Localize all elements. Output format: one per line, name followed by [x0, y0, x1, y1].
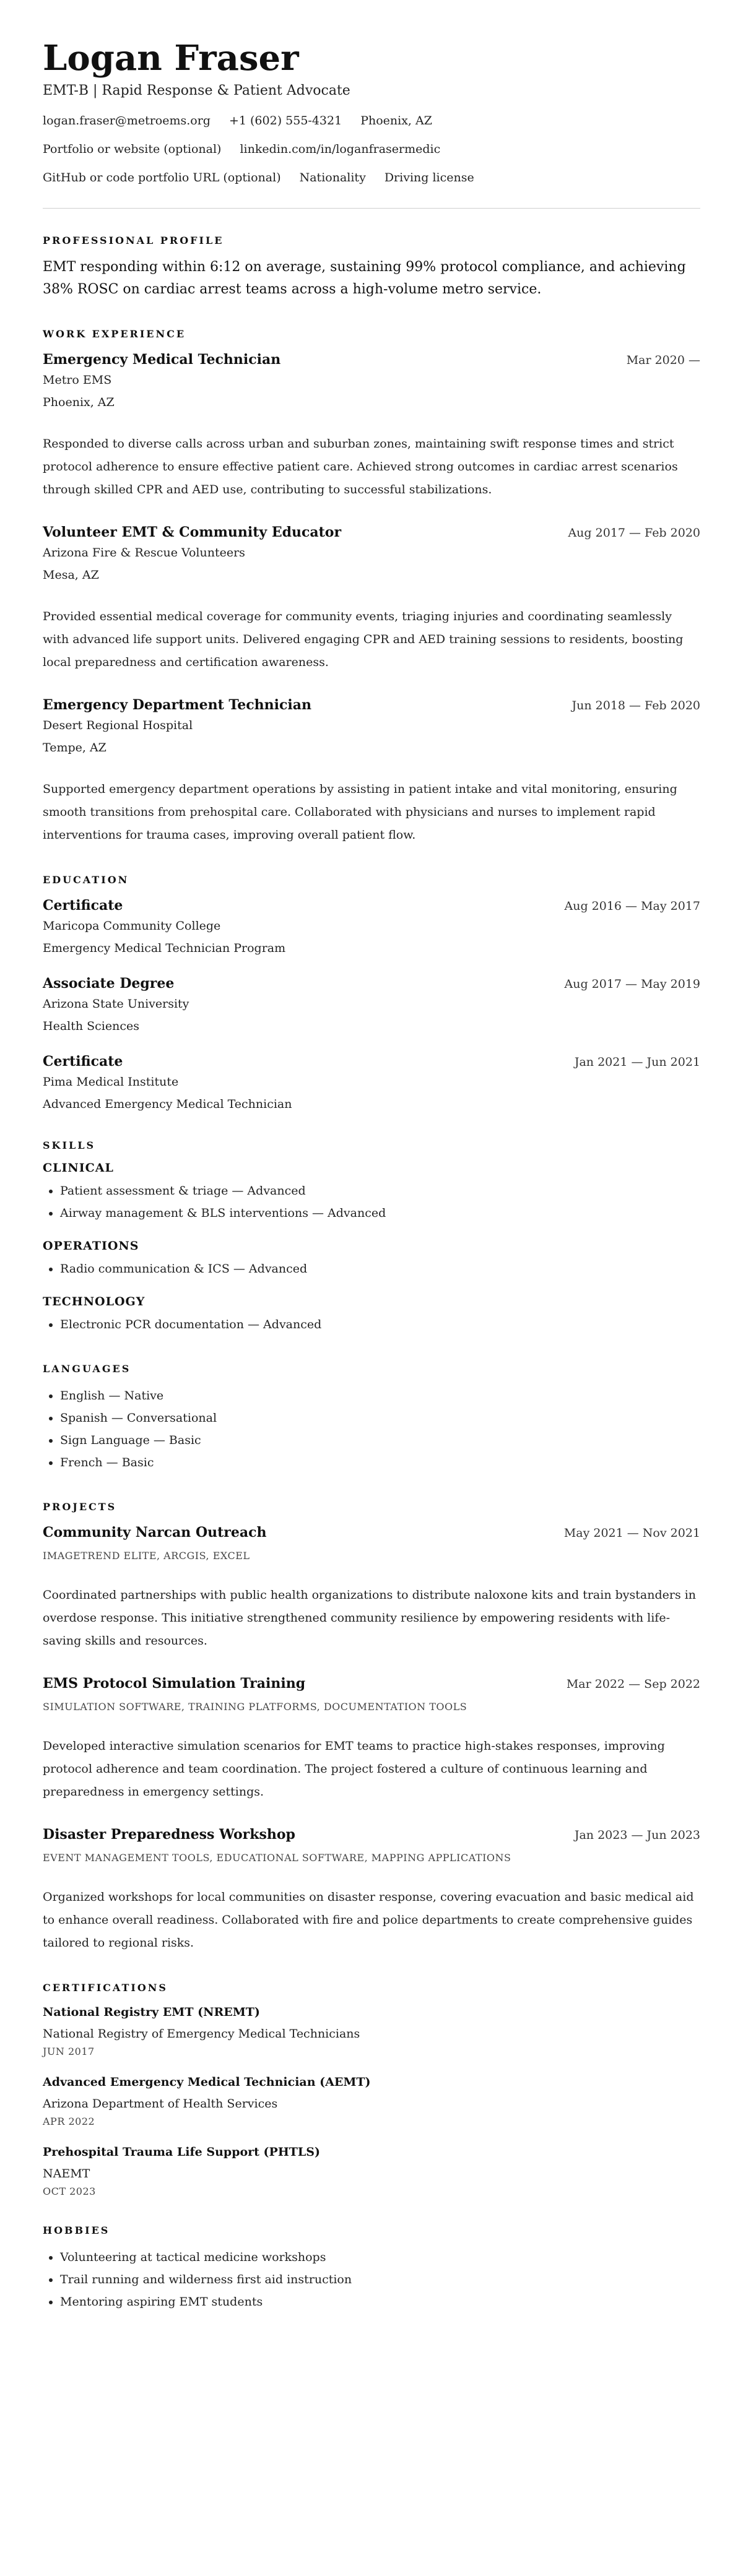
- certification-entry: [43, 2073, 700, 2127]
- entry-header: [43, 974, 700, 993]
- certification-date: OCT 2023: [43, 2185, 96, 2197]
- experience-entry: [43, 522, 700, 674]
- project-description: Organized workshops for local communities on disaster response, covering evacuation and basic medical aid to enhance overall readiness. Collaborated with fire and police departments to create comprehensive guides tailored to regional risks.: [43, 1890, 694, 1950]
- job-description: Provided essential medical coverage for community events, triaging injuries and coordinating seamlessly with advanced life support units. Delivered engaging CPR and AED training sessions to residents, boosting local preparedness and certification awareness.: [43, 610, 684, 669]
- entry-header: [43, 1523, 700, 1542]
- skill-group-title: OPERATIONS: [43, 1239, 139, 1253]
- project-title: EMS Protocol Simulation Training: [43, 1675, 306, 1692]
- job-date: Aug 2017 — Feb 2020: [568, 526, 700, 540]
- section-title-experience: WORK EXPERIENCE: [43, 328, 186, 340]
- project-description: Coordinated partnerships with public health organizations to distribute naloxone kits and train bystanders in overdose response. This initiative strengthened community resilience by empowering residents with life-saving skills and resources.: [43, 1588, 697, 1648]
- contact-phone[interactable]: +1 (602) 555-4321: [228, 114, 342, 128]
- certification-name: Advanced Emergency Medical Technician (AEMT): [43, 2075, 371, 2089]
- contact-linkedin[interactable]: linkedin.com/in/loganfrasermedic: [240, 142, 441, 156]
- job-location: Phoenix, AZ: [43, 395, 115, 409]
- job-location: Mesa, AZ: [43, 568, 99, 582]
- entry-header: [43, 1825, 700, 1844]
- contact-row-1: [43, 113, 700, 129]
- project-title: Disaster Preparedness Workshop: [43, 1826, 295, 1843]
- section-title-languages: LANGUAGES: [43, 1363, 131, 1375]
- degree: Certificate: [43, 897, 123, 914]
- entry-header: [43, 1052, 700, 1071]
- entry-header: [43, 350, 700, 370]
- education-entry: [43, 1052, 700, 1112]
- entry-header: [43, 896, 700, 915]
- experience-entry: [43, 695, 700, 847]
- education-entry: [43, 974, 700, 1034]
- job-location: Tempe, AZ: [43, 741, 106, 754]
- employer: Metro EMS: [43, 373, 112, 387]
- contact-email[interactable]: logan.fraser@metroems.org: [43, 114, 211, 128]
- hobbies-section: [43, 2224, 700, 2313]
- certification-name: National Registry EMT (NREMT): [43, 2005, 260, 2019]
- header-divider: [43, 208, 700, 209]
- section-title-skills: SKILLS: [43, 1139, 95, 1151]
- certification-issuer: National Registry of Emergency Medical Technicians: [43, 2027, 360, 2041]
- skill-item: • Airway management & BLS interventions — Advanced: [60, 1202, 700, 1224]
- school: Maricopa Community College: [43, 919, 221, 933]
- experience-section: [43, 328, 700, 847]
- job-date: Jun 2018 — Feb 2020: [571, 699, 700, 712]
- project-tech: SIMULATION SOFTWARE, TRAINING PLATFORMS, DOCUMENTATION TOOLS: [43, 1701, 467, 1713]
- certification-entry: [43, 2003, 700, 2057]
- certification-issuer: Arizona Department of Health Services: [43, 2097, 278, 2111]
- section-title-certifications: CERTIFICATIONS: [43, 1982, 168, 1994]
- contact-location: Phoenix, AZ: [360, 114, 432, 128]
- contact-portfolio[interactable]: Portfolio or website (optional): [43, 142, 222, 156]
- job-title: Volunteer EMT & Community Educator: [43, 524, 342, 540]
- project-tech: EVENT MANAGEMENT TOOLS, EDUCATIONAL SOFTWARE, MAPPING APPLICATIONS: [43, 1852, 511, 1864]
- skill-item: • Electronic PCR documentation — Advanced: [60, 1313, 700, 1336]
- project-entry: [43, 1825, 700, 1955]
- candidate-name: Logan Fraser: [43, 38, 299, 79]
- skill-group-title: CLINICAL: [43, 1161, 114, 1175]
- project-date: Jan 2023 — Jun 2023: [574, 1828, 700, 1842]
- profile-section: [43, 235, 700, 301]
- job-description: Responded to diverse calls across urban and suburban zones, maintaining swift response times and strict protocol adherence to ensure effective patient care. Achieved strong outcomes in cardiac arrest scenarios through skilled CPR and AED use, contributing to successful stabilizations.: [43, 437, 678, 496]
- projects-section: [43, 1501, 700, 1955]
- skill-list: [43, 1258, 700, 1280]
- project-title: Community Narcan Outreach: [43, 1524, 267, 1541]
- section-title-projects: PROJECTS: [43, 1501, 117, 1513]
- employer: Desert Regional Hospital: [43, 719, 193, 732]
- contact-github[interactable]: GitHub or code portfolio URL (optional): [43, 171, 281, 184]
- project-description: Developed interactive simulation scenarios for EMT teams to practice high-stakes responses, improving protocol adherence and team coordination. The project fostered a culture of continuous learning and preparedness in emergency settings.: [43, 1739, 665, 1799]
- contact-license: Driving license: [384, 171, 474, 184]
- section-title-hobbies: HOBBIES: [43, 2224, 110, 2236]
- skill-list: [43, 1313, 700, 1336]
- school: Arizona State University: [43, 997, 189, 1011]
- skill-group-title: TECHNOLOGY: [43, 1295, 146, 1308]
- school: Pima Medical Institute: [43, 1075, 179, 1089]
- skill-item: • Radio communication & ICS — Advanced: [60, 1258, 700, 1280]
- degree: Certificate: [43, 1053, 123, 1070]
- language-item: • English — Native: [60, 1385, 700, 1407]
- employer: Arizona Fire & Rescue Volunteers: [43, 546, 245, 560]
- contact-row-2: [43, 141, 700, 157]
- profile-text: EMT responding within 6:12 on average, sustaining 99% protocol compliance, and achieving 38% ROSC on cardiac arrest teams across a high-volume metro service.: [43, 259, 686, 297]
- experience-entry: [43, 350, 700, 501]
- certification-entry: [43, 2143, 700, 2197]
- education-date: Aug 2016 — May 2017: [564, 899, 700, 913]
- skill-item: • Patient assessment & triage — Advanced: [60, 1180, 700, 1202]
- project-entry: [43, 1674, 700, 1804]
- field-of-study: Advanced Emergency Medical Technician: [43, 1097, 292, 1111]
- job-description: Supported emergency department operations by assisting in patient intake and vital monitoring, ensuring smooth transitions from prehospital care. Collaborated with physicians and nurses to implement rapid interventions for trauma cases, improving overall patient flow.: [43, 782, 677, 842]
- education-section: [43, 874, 700, 1112]
- skills-section: [43, 1139, 700, 1336]
- field-of-study: Emergency Medical Technician Program: [43, 941, 286, 955]
- job-title: Emergency Medical Technician: [43, 352, 281, 368]
- contact-nationality: Nationality: [299, 171, 366, 184]
- languages-section: [43, 1363, 700, 1474]
- certification-issuer: NAEMT: [43, 2167, 90, 2181]
- job-title: Emergency Department Technician: [43, 697, 311, 713]
- section-title-education: EDUCATION: [43, 874, 129, 886]
- field-of-study: Health Sciences: [43, 1019, 139, 1033]
- education-date: Aug 2017 — May 2019: [564, 977, 700, 991]
- project-date: May 2021 — Nov 2021: [563, 1526, 700, 1540]
- job-date: Mar 2020 —: [626, 353, 700, 367]
- language-list: [43, 1385, 700, 1474]
- education-entry: [43, 896, 700, 956]
- entry-header: [43, 522, 700, 542]
- entry-header: [43, 1674, 700, 1693]
- certification-date: JUN 2017: [43, 2046, 95, 2057]
- section-title-profile: PROFESSIONAL PROFILE: [43, 235, 224, 246]
- certification-name: Prehospital Trauma Life Support (PHTLS): [43, 2145, 320, 2159]
- degree: Associate Degree: [43, 975, 175, 992]
- skill-list: [43, 1180, 700, 1224]
- education-date: Jan 2021 — Jun 2021: [574, 1055, 700, 1069]
- certification-date: APR 2022: [43, 2116, 95, 2127]
- project-entry: [43, 1523, 700, 1653]
- language-item: • Sign Language — Basic: [60, 1429, 700, 1451]
- language-item: • Spanish — Conversational: [60, 1407, 700, 1429]
- project-date: Mar 2022 — Sep 2022: [566, 1677, 700, 1691]
- hobby-item: • Trail running and wilderness first aid instruction: [60, 2268, 700, 2291]
- project-tech: IMAGETREND ELITE, ARCGIS, EXCEL: [43, 1550, 250, 1562]
- headline: EMT-B | Rapid Response & Patient Advocate: [43, 83, 350, 98]
- certifications-section: [43, 1982, 700, 2197]
- entry-header: [43, 695, 700, 715]
- hobby-list: [43, 2246, 700, 2313]
- language-item: • French — Basic: [60, 1451, 700, 1474]
- hobby-item: • Mentoring aspiring EMT students: [60, 2291, 700, 2313]
- contact-row-3: [43, 170, 700, 186]
- resume-header: [43, 38, 700, 186]
- hobby-item: • Volunteering at tactical medicine workshops: [60, 2246, 700, 2268]
